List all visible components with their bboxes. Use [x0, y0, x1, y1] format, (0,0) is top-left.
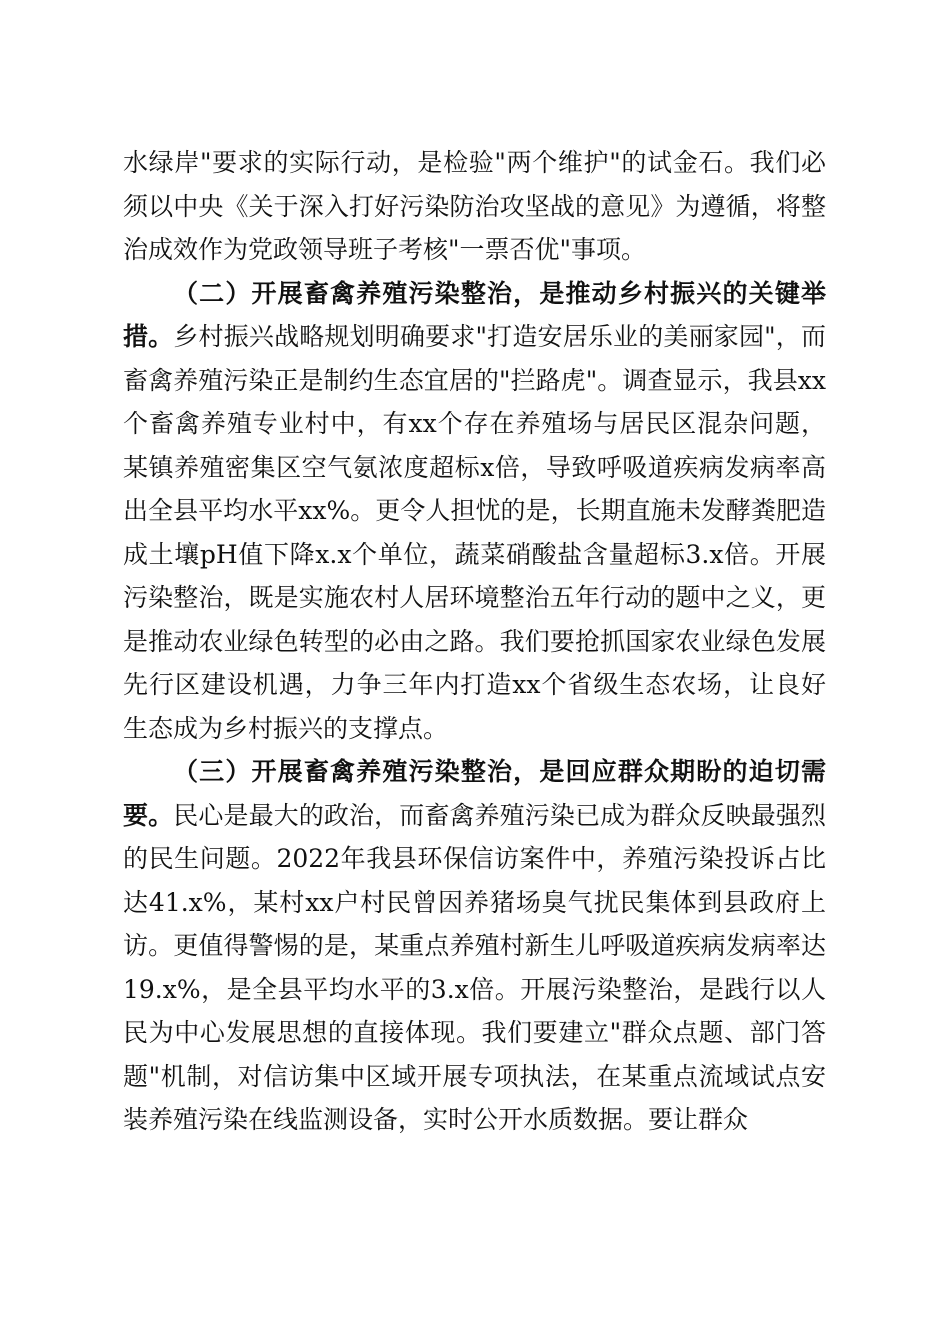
paragraph-body: 水绿岸"要求的实际行动，是检验"两个维护"的试金石。我们必须以中央《关于深入打好污染防治攻坚战的意见》为遵循，将整治成效作为党政领导班子考核"一票否优"事项。: [123, 148, 826, 264]
paragraph-section-three: [123, 750, 826, 1142]
paragraph-section-two: [123, 272, 826, 751]
section-heading: （二）开展畜禽养殖污染整治，是推动乡村振兴的关键举措。: [123, 278, 826, 351]
section-heading: （三）开展畜禽养殖污染整治，是回应群众期盼的迫切需要。: [123, 757, 826, 830]
document-body: [123, 141, 826, 1142]
paragraph-continuation: [123, 141, 826, 272]
paragraph-body: 乡村振兴战略规划明确要求"打造安居乐业的美丽家园"，而畜禽养殖污染正是制约生态宜居的"拦路虎"。调查显示，我县xx个畜禽养殖专业村中，有xx个存在养殖场与居民区混杂问题，某镇养殖密集区空气氨浓度超标x倍，导致呼吸道疾病发病率高出全县平均水平xx%。更令人担忧的是，长期直施未发酵粪肥造成土壤pH值下降x.x个单位，蔬菜硝酸盐含量超标3.x倍。开展污染整治，既是实施农村人居环境整治五年行动的题中之义，更是推动农业绿色转型的必由之路。我们要抢抓国家农业绿色发展先行区建设机遇，力争三年内打造xx个省级生态农场，让良好生态成为乡村振兴的支撑点。: [123, 322, 826, 743]
paragraph-body: 民心是最大的政治，而畜禽养殖污染已成为群众反映最强烈的民生问题。2022年我县环保信访案件中，养殖污染投诉占比达41.x%，某村xx户村民曾因养猪场臭气扰民集体到县政府上访。更值得警惕的是，某重点养殖村新生儿呼吸道疾病发病率达19.x%，是全县平均水平的3.x倍。开展污染整治，是践行以人民为中心发展思想的直接体现。我们要建立"群众点题、部门答题"机制，对信访集中区域开展专项执法，在某重点流域试点安装养殖污染在线监测设备，实时公开水质数据。要让群众: [123, 800, 826, 1134]
